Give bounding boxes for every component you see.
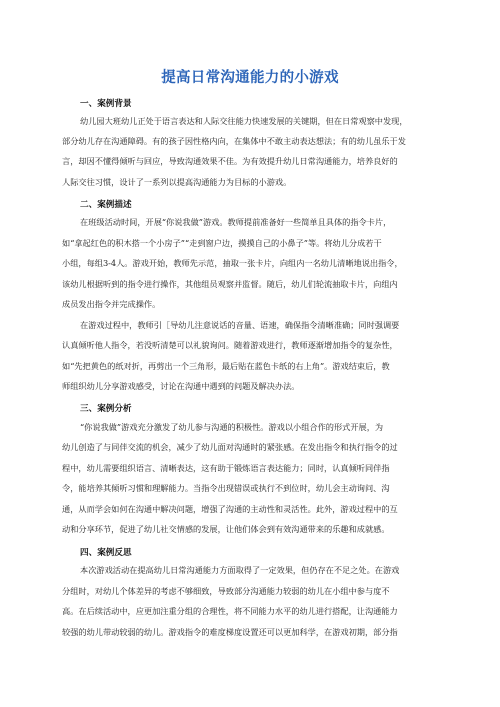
paragraph-line: 如“先把黄色的纸对折，再剪出一个三角形，最后贴在蓝色卡纸的右上角”。游戏结束后，教 [62, 361, 390, 371]
section-heading-description: 二、案例描述 [80, 200, 132, 210]
paragraph-line: 如“拿起红色的积木搭一个小房子”“走到窗户边，摸摸自己的小鼻子”等。将幼儿分成若干 [62, 238, 382, 248]
paragraph-line: 在班级活动时间，开展“你说我做”游戏。教师提前准备好一些简单且具体的指令卡片， [80, 217, 392, 227]
paragraph-line: 程中，幼儿需要组织语言、清晰表达，这有助于锻炼语言表达能力；同时，认真倾听同伴指 [62, 463, 390, 473]
section-heading-analysis: 三、案例分析 [80, 404, 132, 414]
paragraph-line: 该幼儿根据听到的指令进行操作，其他组员观察并监督。随后，幼儿们轮流抽取卡片，向组内 [62, 279, 398, 289]
paragraph-line: 通，从而学会如何在沟通中解决问题，增强了沟通的主动性和灵活性。此外，游戏过程中的互 [62, 504, 398, 514]
paragraph-line: 成员发出指令并完成操作。 [62, 299, 161, 309]
paragraph-line: 幼儿创造了与同伴交流的机会，减少了幼儿面对沟通时的紧张感。在发出指令和执行指令的过 [62, 442, 398, 452]
paragraph-line: 较强的幼儿带动较弱的幼儿。游戏指令的难度梯度设置还可以更加科学，在游戏初期，部分指 [62, 627, 398, 637]
paragraph-line: “你说我做”游戏充分激发了幼儿参与沟通的积极性。游戏以小组合作的形式开展，为 [80, 422, 384, 432]
paragraph-line: 小组，每组3-4人。游戏开始，教师先示范，抽取一张卡片，向组内一名幼儿清晰地说出指令， [62, 258, 403, 268]
paragraph-line: 令，能培养其倾听习惯和理解能力。当指令出现错误或执行不到位时，幼儿会主动询问、沟 [62, 483, 390, 493]
section-heading-reflection: 四、案例反思 [80, 548, 132, 558]
document-title: 提高日常沟通能力的小游戏 [161, 70, 339, 86]
paragraph-line: 本次游戏活动在提高幼儿日常沟通能力方面取得了一定效果，但仍存在不足之处。在游戏 [80, 565, 400, 575]
paragraph-line: 分组时，对幼儿个体差异的考虑不够细致，导致部分沟通能力较弱的幼儿在小组中参与度不 [62, 586, 390, 596]
paragraph-line: 认真倾听他人指令，若没听清楚可以礼貌询问。随着游戏进行，教师逐渐增加指令的复杂性， [62, 340, 398, 350]
paragraph-line: 部分幼儿存在沟通障碍。有的孩子因性格内向，在集体中不敢主动表达想法；有的幼儿虽乐于发 [62, 136, 406, 146]
paragraph-line: 言，却因不懂得倾听与回应，导致沟通效果不佳。为有效提升幼儿日常沟通能力，培养良好的 [62, 156, 398, 166]
paragraph-line: 在游戏过程中，教师引［导幼儿注意说话的音量、语速，确保指令清晰准确；同时强调要 [80, 320, 400, 330]
paragraph-line: 师组织幼儿分享游戏感受，讨论在沟通中遇到的问题及解决办法。 [62, 381, 300, 391]
paragraph-line: 高。在后续活动中，应更加注重分组的合理性，将不同能力水平的幼儿进行搭配，让沟通能力 [62, 606, 398, 616]
section-heading-background: 一、案例背景 [80, 99, 132, 109]
paragraph-line: 人际交往习惯，设计了一系列以提高沟通能力为目标的小游戏。 [62, 177, 292, 187]
paragraph-line: 幼儿园大班幼儿正处于语言表达和人际交往能力快速发展的关键期，但在日常观察中发现， [80, 116, 408, 126]
paragraph-line: 动和分享环节，促进了幼儿社交情感的发展，让他们体会到有效沟通带来的乐趣和成就感。 [62, 524, 390, 534]
